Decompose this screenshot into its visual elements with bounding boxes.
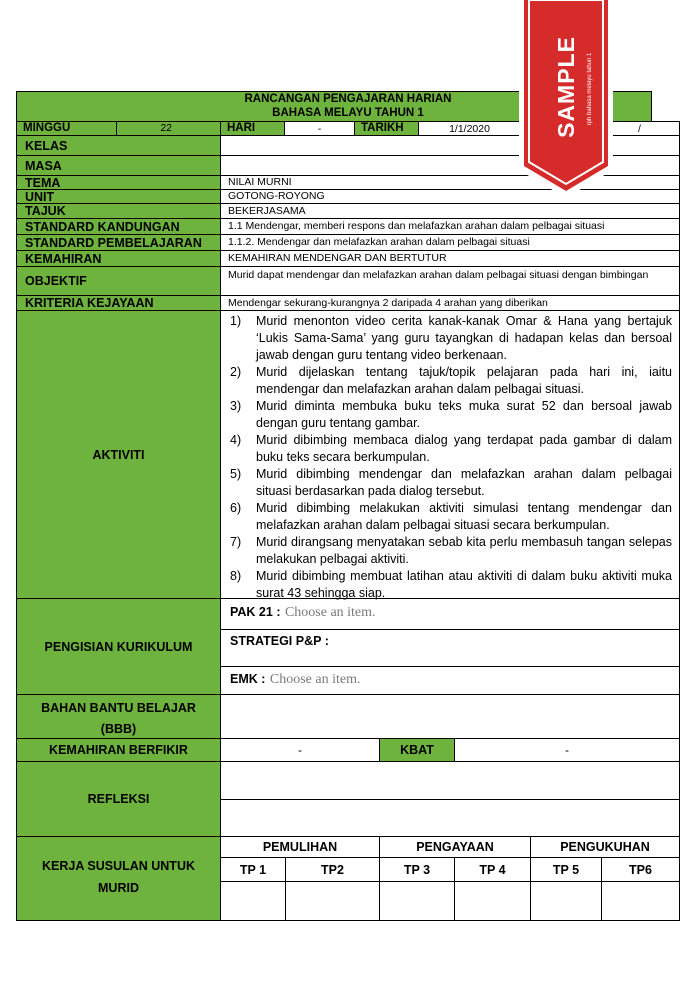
aktiviti-item (230, 364, 672, 398)
tarikh-value: 1/1/2020 (418, 121, 521, 136)
page-subtitle: BAHASA MELAYU TAHUN 1 (272, 107, 424, 119)
minggu-value-cell (116, 121, 221, 136)
tp6-header: TP6 (601, 857, 680, 882)
kelas-label: KELAS (16, 135, 221, 156)
aktiviti-item-text: Murid dibimbing mendengar dan melafazkan arahan dalam pelbagai situasi berdasarkan pada dialog tersebut. (256, 467, 672, 498)
pak21-dropdown[interactable]: Choose an item. (284, 605, 376, 620)
aktiviti-item-text: Murid dijelaskan tentang tajuk/topik pelajaran pada hari ini, iaitu mendengar dan melafazkan arahan dalam pelbagai situasi. (256, 365, 672, 396)
kemahiran-value: KEMAHIRAN MENDENGAR DAN BERTUTUR (220, 250, 680, 267)
objektif-label: OBJEKTIF (16, 266, 221, 296)
sample-stamp-fineprint: rph bahasa melayu tahun 1 (587, 52, 593, 126)
tp5-header: TP 5 (530, 857, 602, 882)
aktiviti-item-text: Murid diminta membuka buku teks muka surat 52 dan bersoal jawab dengan guru tentang gambar. (256, 399, 672, 430)
tp2-header: TP2 (285, 857, 380, 882)
strategi-label: STRATEGI P&P : (230, 634, 329, 648)
tp5-cell (530, 881, 602, 921)
pak21-label: PAK 21 : (230, 605, 281, 619)
aktiviti-item (230, 500, 672, 534)
kemahiran-label: KEMAHIRAN (16, 250, 221, 267)
tp1-cell (220, 881, 286, 921)
tp3-header: TP 3 (379, 857, 455, 882)
aktiviti-label: AKTIVITI (16, 310, 221, 599)
kerja-susulan-label (16, 836, 221, 921)
kerja-susulan-label-line2: MURID (98, 881, 139, 895)
standard-pembelajaran-value: 1.1.2. Mendengar dan melafazkan arahan dalam pelbagai situasi (220, 234, 680, 251)
kbat-label: KBAT (379, 738, 455, 762)
kemahiran-berfikir-label: KEMAHIRAN BERFIKIR (16, 738, 221, 762)
aktiviti-item-number: 7) (230, 535, 242, 549)
bbb-label-line1: BAHAN BANTU BELAJAR (41, 701, 196, 715)
aktiviti-item-text: Murid dirangsang menyatakan sebab kita perlu membasuh tangan selepas melakukan pelbagai aktiviti. (256, 535, 672, 566)
aktiviti-item-number: 4) (230, 433, 242, 447)
aktiviti-item-number: 6) (230, 501, 242, 515)
tema-value: NILAI MURNI (220, 175, 680, 190)
group-pengayaan: PENGAYAAN (379, 836, 531, 858)
refleksi-row-1 (220, 761, 680, 800)
emk-label: EMK : (230, 672, 266, 686)
standard-kandungan-value: 1.1 Mendengar, memberi respons dan melafazkan arahan dalam pelbagai situasi (220, 218, 680, 235)
aktiviti-item (230, 466, 672, 500)
tp2-cell (285, 881, 380, 921)
tp3-cell (379, 881, 455, 921)
bbb-label (16, 694, 221, 739)
aktiviti-item (230, 568, 672, 602)
kerja-susulan-label-line1: KERJA SUSULAN UNTUK (41, 859, 195, 873)
pak21-row (220, 598, 680, 630)
refleksi-row-2 (220, 799, 680, 837)
tp4-cell (454, 881, 531, 921)
page-title: RANCANGAN PENGAJARAN HARIAN (244, 93, 452, 105)
kriteria-kejayaan-value: Mendengar sekurang-kurangnya 2 daripada 4 arahan yang diberikan (220, 295, 680, 311)
aktiviti-item-number: 1) (230, 314, 242, 328)
tarikh-label: TARIKH (354, 121, 419, 136)
pengisian-kurikulum-label: PENGISIAN KURIKULUM (16, 598, 221, 695)
aktiviti-item-text: Murid dibimbing membuat latihan atau aktiviti di dalam buku aktiviti muka surat 43 sehingga siap. (256, 569, 672, 600)
aktiviti-list (220, 310, 680, 599)
standard-kandungan-label: STANDARD KANDUNGAN (16, 218, 221, 235)
aktiviti-item-number: 5) (230, 467, 242, 481)
kemahiran-berfikir-value: - (220, 738, 380, 762)
minggu-value: 22 (160, 122, 172, 134)
tema-label: TEMA (16, 175, 221, 190)
aktiviti-item-number: 3) (230, 399, 242, 413)
group-pemulihan: PEMULIHAN (220, 836, 380, 858)
hari-value: - (284, 121, 355, 136)
tajuk-value: BEKERJASAMA (220, 203, 680, 219)
strategi-row (220, 629, 680, 667)
bbb-label-line2: (BBB) (100, 722, 137, 736)
aktiviti-item-text: Murid dibimbing melakukan aktiviti simulasi tentang mendengar dan melafazkan arahan dalam pelbagai situasi secara berkumpulan. (256, 501, 672, 532)
bbb-value (220, 694, 680, 739)
aktiviti-item-number: 2) (230, 365, 242, 379)
tp6-cell (601, 881, 680, 921)
tajuk-label: TAJUK (16, 203, 221, 219)
tp1-header: TP 1 (220, 857, 286, 882)
aktiviti-item (230, 432, 672, 466)
kriteria-kejayaan-label: KRITERIA KEJAYAAN (16, 295, 221, 311)
unit-value: GOTONG-ROYONG (220, 189, 680, 204)
masa-label: MASA (16, 155, 221, 176)
emk-dropdown[interactable]: Choose an item. (269, 672, 361, 687)
sample-stamp-text: SAMPLE (553, 36, 579, 138)
unit-label: UNIT (16, 189, 221, 204)
standard-pembelajaran-label: STANDARD PEMBELAJARAN (16, 234, 221, 251)
aktiviti-item (230, 313, 672, 364)
tp4-header: TP 4 (454, 857, 531, 882)
refleksi-label: REFLEKSI (16, 761, 221, 837)
group-pengukuhan: PENGUKUHAN (530, 836, 680, 858)
emk-row (220, 666, 680, 695)
hari-label: HARI (220, 121, 285, 136)
aktiviti-item-text: Murid dibimbing membaca dialog yang terdapat pada gambar di dalam buku teks secara berkumpulan. (256, 433, 672, 464)
aktiviti-item-text: Murid menonton video cerita kanak-kanak Omar & Hana yang bertajuk ‘Lukis Sama-Sama’ yang guru tayangkan di hadapan kelas dan bersoal jawab dengan guru tentang video berkenaan. (256, 314, 672, 362)
aktiviti-item (230, 398, 672, 432)
aktiviti-item-number: 8) (230, 569, 242, 583)
minggu-label: MINGGU (16, 121, 117, 136)
header-extra-value: / (599, 121, 680, 136)
aktiviti-item (230, 534, 672, 568)
kbat-value: - (454, 738, 680, 762)
objektif-value: Murid dapat mendengar dan melafazkan arahan dalam pelbagai situasi dengan bimbingan (220, 266, 680, 296)
